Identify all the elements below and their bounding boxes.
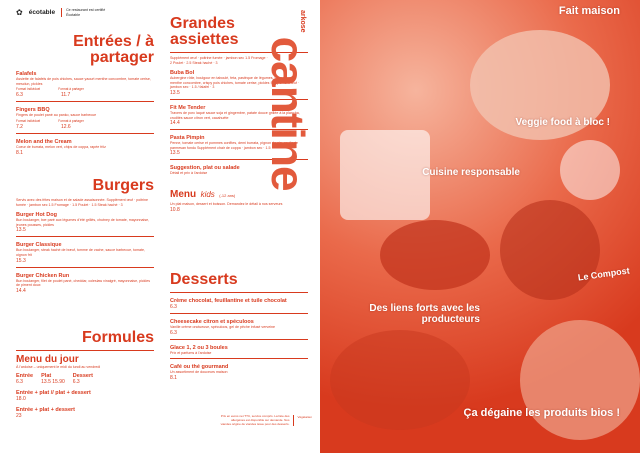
entrees-title: Entrées / à partager — [73, 33, 154, 66]
item-name: Burger Chicken Run — [16, 272, 70, 279]
formules-title: Formules — [81, 329, 154, 346]
kids-title: Menu — [170, 188, 197, 200]
item-name: Melon and the Cream — [16, 138, 72, 145]
dessert-item-3 — [170, 364, 308, 381]
option-label: Format individuel — [16, 118, 41, 123]
item-desc: Fingers de poulet pané au panko, sauce barbecue — [16, 113, 97, 118]
item-price: 6.3 — [170, 329, 177, 336]
item-name: Café ou thé gourmand — [170, 364, 229, 371]
footer-note: Prix en euros net TTC, service compris. La liste des allergènes est disponible sur demande. Nos viandes origine de viandes issue pour des desserts. — [220, 414, 290, 426]
burgers-intro: Servis avec des frites maison et de salade assaisonnée. Supplément œuf · poitrine fumée · jambon sec 1.5 Fromage · 1.5 Poulet · 1.5 Steak haché · 3 — [16, 198, 149, 207]
ecotable-logo — [16, 8, 106, 17]
combo-2-price: 23 — [16, 412, 22, 419]
item-name: Buba Bol — [170, 70, 195, 77]
menu-du-jour-title: Menu du jour — [16, 354, 79, 365]
item-desc: Un assortiment de douceurs maison — [170, 370, 228, 375]
footer — [220, 415, 312, 426]
combo-2: Entrée + plat + dessert — [16, 406, 75, 413]
price-entree: 6.3 — [16, 378, 23, 385]
item-desc: Bun boulanger, steak haché de bœuf, tomme de vache, sauce barbecue, tomate, oignon frit — [16, 248, 146, 257]
item-price: 8.1 — [170, 374, 177, 381]
item-price: 13.5 — [16, 227, 26, 234]
item-price: 14.4 — [16, 287, 26, 294]
label-fait-maison: Fait maison — [558, 5, 620, 17]
item-price: 11.7 — [60, 92, 71, 99]
photo-collage — [320, 0, 640, 453]
item-price: 6.3 — [16, 92, 23, 99]
item-desc: Détail et prix à l'ardoise — [170, 171, 208, 176]
menu-du-jour-sub: À l'ardoise – uniquement le midi du lundi au vendredi — [16, 365, 101, 369]
divider — [16, 236, 154, 237]
divider — [170, 358, 308, 359]
item-price: 12.6 — [60, 123, 71, 130]
divider — [16, 267, 154, 268]
brand-word: cantine — [262, 36, 314, 191]
label-cuisine: Cuisine responsable — [422, 167, 520, 178]
col-dessert: Dessert — [72, 372, 93, 379]
logo-name: écotable — [28, 9, 56, 16]
kids-desc: Un plat maison, dessert et boisson. Demandez le détail à nos serveurs — [170, 201, 283, 206]
burgers-title: Burgers — [92, 177, 154, 194]
entree-item-1 — [16, 107, 154, 130]
left-column — [0, 0, 160, 453]
brand-small: arkose — [299, 10, 306, 33]
option-label: Format à partager — [58, 118, 84, 123]
divider — [16, 133, 154, 134]
item-name: Burger Classique — [16, 242, 62, 249]
desserts-title: Desserts — [170, 271, 238, 288]
section-entrees — [16, 34, 154, 156]
burger-item-0 — [16, 212, 154, 233]
item-desc: Prix et parfums à l'ardoise — [170, 350, 212, 355]
combo-1-price: 18.0 — [16, 395, 26, 402]
item-desc: Bun boulanger, filet de poulet pané, cheddar, coleslaw vinaigré, mayonnaise, pickles de piment doux — [16, 278, 151, 288]
item-name: Burger Hot Dog — [16, 212, 57, 219]
item-price: 15.3 — [16, 257, 26, 264]
grandes-title: Grandes assiettes — [170, 15, 239, 48]
item-desc: Penne, tomate cerise et pommes confites, demi burrata, pignon de pin, coulis de parmesan fondu Supplément chair de coppa · jambon sec · 1.5 — [170, 141, 299, 150]
logo-note: Ce restaurant est certifié Écotable — [61, 8, 106, 17]
price-plat-2: 15.90 — [52, 378, 65, 385]
dessert-item-2 — [170, 345, 308, 356]
entree-item-0 — [16, 71, 154, 98]
divider — [170, 313, 308, 314]
photo-blob — [380, 220, 490, 290]
label-veggie: Veggie food à bloc ! — [515, 117, 610, 128]
item-name: Fingers BBQ — [16, 107, 50, 114]
item-name: Crème chocolat, feuillantine et tuile chocolat — [170, 298, 287, 304]
item-price: 7.2 — [16, 123, 23, 130]
divider — [16, 350, 154, 351]
dessert-item-0 — [170, 298, 308, 310]
option-label: Format individuel — [16, 87, 41, 92]
section-burgers — [16, 178, 154, 294]
item-desc: Coeur de burrata, melon vert, chips de coppa, rapée friiz — [16, 144, 106, 149]
dessert-item-1 — [170, 319, 308, 336]
item-name: Glace 1, 2 ou 3 boules — [170, 344, 228, 351]
option-label: Format à partager — [58, 87, 84, 92]
entree-item-2 — [16, 139, 154, 157]
item-price: 6.3 — [170, 304, 177, 310]
item-name: Fit Me Tender — [170, 104, 206, 111]
item-price: 13.5 — [170, 150, 180, 157]
item-price: 13.5 — [170, 89, 180, 96]
item-desc: Travers de porc laqué sauce soja et gingembre, patate douce grillée à la plancha, crudités sauce citron vert, cacahuète — [170, 110, 300, 120]
col-plat: Plat — [41, 372, 52, 379]
item-price: 8.1 — [16, 150, 23, 157]
kids-price: 10.8 — [170, 206, 180, 213]
label-liens: Des liens forts avec les producteurs — [369, 303, 480, 325]
label-compost: Le Compost — [577, 265, 631, 283]
divider — [16, 101, 154, 102]
item-desc: Vanille crème onctueuse, spéculoos, gel de pêche infusé verveine — [170, 325, 276, 329]
price-plat: 13.5 — [41, 378, 51, 385]
item-name: Cheesecake citron et spéculoos — [170, 319, 254, 325]
photo-blob — [520, 320, 640, 440]
section-desserts — [170, 272, 308, 381]
kids-age: (-12 ans) — [219, 192, 236, 198]
item-desc: Assiette de falafels de pois chiches, sauce yaourt menthe concombre, tomate cerise, mesclun, pickles — [16, 77, 151, 86]
grandes-intro: Supplément œuf · poitrine fumée · jambon sec 1.5 Fromage · 2 Poulet · 2.5 Steak haché · 3 — [170, 56, 268, 65]
brand-wordmark — [262, 10, 314, 191]
burger-item-2 — [16, 273, 154, 294]
label-bios: Ça dégaine les produits bios ! — [463, 407, 620, 419]
photo-blob — [560, 140, 620, 200]
item-name: Falafels — [16, 71, 37, 77]
veg-label: Végétarien — [293, 415, 312, 426]
item-desc: Aubergine rôtie, boulgour en taboulé, feta, pastèque de légumes, sauce yaourt menthe concombre, crispy pois chiches, tomate cerise, pickles Supplément œuf · jambon sec · 1.5 / falafel · 3 — [170, 76, 300, 90]
combo-1: Entrée + plat // plat + dessert — [16, 389, 91, 396]
item-name: Pasta Pimpin — [170, 135, 205, 142]
item-price: 14.4 — [170, 120, 180, 127]
kids-word: kids — [200, 189, 215, 199]
burger-item-1 — [16, 242, 154, 263]
item-desc: Bun boulanger, bœ paré aux légumes d'été grillés, chutney de tomate, mayonnaise, jeunes pousses, pickles — [16, 218, 150, 227]
price-dessert: 6.3 — [72, 378, 80, 385]
divider — [170, 292, 308, 293]
section-formules — [16, 330, 154, 419]
divider — [170, 339, 308, 340]
col-entree: Entrée — [16, 372, 34, 379]
leaf-icon: ✿ — [16, 8, 23, 17]
item-name: Suggestion, plat ou salade — [170, 165, 240, 172]
